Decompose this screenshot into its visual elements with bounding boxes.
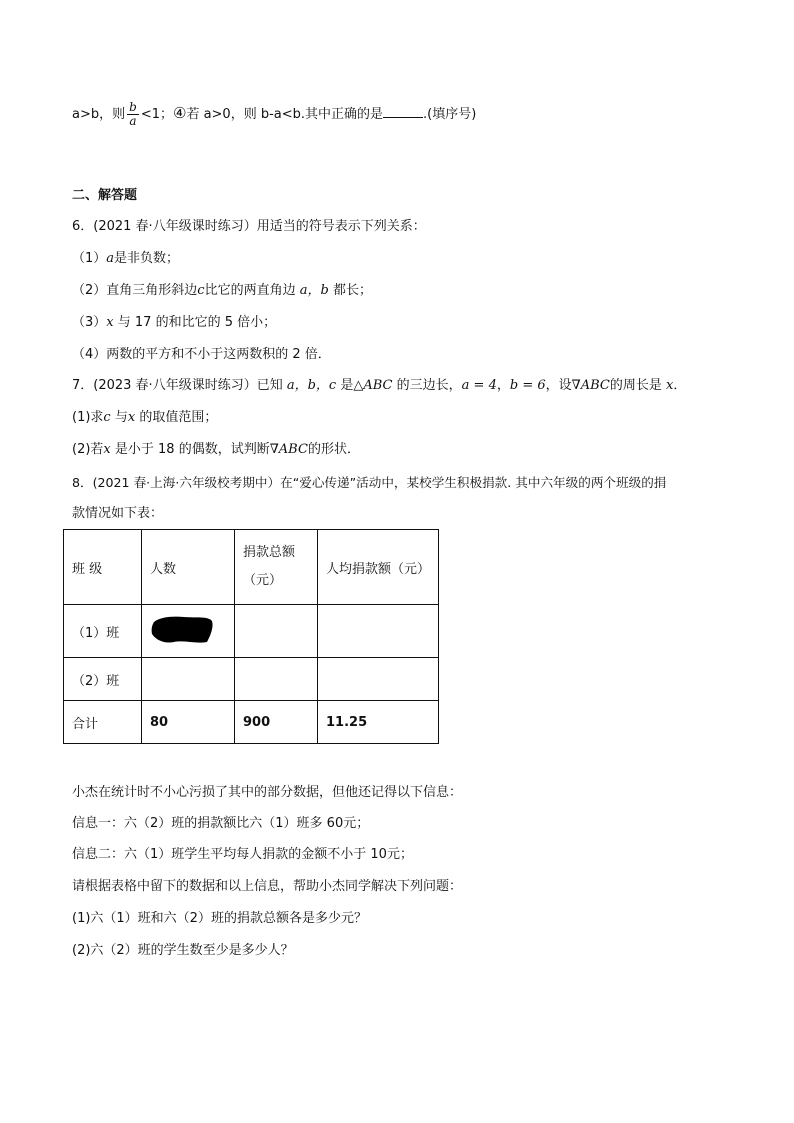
var-x-sub1: x [127, 410, 136, 425]
q7-sub-1 [72, 409, 217, 427]
q6-stem: 6．(2021 春·八年级课时练习）用适当的符号表示下列关系： [72, 219, 426, 234]
header-class: 班 级 [64, 530, 142, 605]
triangle-abc-3: ∇ABC [269, 442, 308, 457]
var-x: x [106, 315, 114, 330]
q6-item-2-text-a: （2）直角三角形斜边 [72, 283, 198, 298]
row-1-count [142, 605, 235, 658]
donation-table [63, 529, 439, 744]
row-2-total [235, 658, 318, 701]
q8-sub-2: (2)六（2）班的学生数至少是多少人？ [72, 943, 294, 958]
q7-sub-2-a: (2)若 [72, 442, 104, 457]
row-2-class: （2）班 [64, 658, 142, 701]
q6-item-3 [72, 314, 276, 332]
q8-stem-line-1: 8．(2021 春·上海·六年级校考期中）在“爱心传递”活动中，某校学生积极捐款. 其中六年级的两个班级的捐 [72, 475, 667, 490]
q8-info-1: 信息一：六（2）班的捐款额比六（1）班多 60元； [72, 816, 370, 831]
q5-text-3: 若 a>0，则 b-a<b.其中正确的是 [186, 107, 384, 122]
q7-text-4: ，设 [545, 378, 572, 393]
q5-text-2: <1； [140, 107, 173, 122]
q7-text-3: 的三边长， [396, 378, 462, 393]
equation-b: b = 6 [509, 378, 546, 393]
q7-sub-1-d: 的取值范围； [139, 410, 218, 425]
var-x-sub2: x [103, 442, 111, 457]
triangle-abc: △ABC [353, 378, 393, 393]
answer-blank [383, 105, 423, 118]
table-row [64, 701, 439, 744]
q7-text-6: ． [673, 378, 687, 393]
q8-intro: 小杰在统计时不小心污损了其中的部分数据，但他还记得以下信息： [72, 785, 463, 800]
circled-number-4: ④ [172, 104, 187, 122]
q8-stem-line-2: 款情况如下表： [72, 506, 164, 521]
q6-item-1 [72, 250, 179, 268]
var-a: a [106, 251, 115, 266]
vars-a-b-c: a，b，c [286, 378, 337, 393]
triangle-abc-2: ∇ABC [571, 378, 610, 393]
q8-request: 请根据表格中留下的数据和以上信息，帮助小杰同学解决下列问题： [72, 879, 463, 894]
q6-item-4: （4）两数的平方和不小于这两数积的 2 倍． [72, 347, 331, 362]
q6-item-2-text-b: 比它的两直角边 [204, 283, 296, 298]
row-total-avg: 11.25 [318, 701, 439, 744]
vars-a-b: a，b [299, 283, 329, 298]
table-header-row [64, 530, 439, 605]
q5-condition-line [72, 101, 476, 128]
fraction-numerator: b [129, 100, 137, 114]
q6-item-3-text: 与 17 的和比它的 5 倍小； [117, 315, 277, 330]
q7-stem [72, 377, 686, 395]
header-avg: 人均捐款额（元） [318, 530, 439, 605]
row-total-count: 80 [142, 701, 235, 744]
q7-text-5: 的周长是 [609, 378, 662, 393]
table-row [64, 658, 439, 701]
var-c: c [197, 283, 205, 298]
row-1-total [235, 605, 318, 658]
q7-text-2: 是 [340, 378, 354, 393]
q7-separator: ， [496, 378, 510, 393]
q8-info-2: 信息二：六（1）班学生平均每人捐款的金额不小于 10元； [72, 847, 413, 862]
table-row [64, 605, 439, 658]
q7-sub-2-c: 的形状． [307, 442, 360, 457]
q7-sub-2 [72, 441, 360, 459]
header-count: 人数 [142, 530, 235, 605]
q6-item-2 [72, 282, 372, 300]
q7-sub-1-a: (1)求 [72, 410, 104, 425]
row-2-avg [318, 658, 439, 701]
q6-item-2-text-d: 都长； [332, 283, 372, 298]
q7-sub-1-b: 与 [114, 410, 128, 425]
header-total-line-2: （元） [243, 573, 283, 588]
section-title: 二、解答题 [72, 188, 138, 203]
row-total-class: 合计 [64, 701, 142, 744]
equation-a: a = 4 [461, 378, 497, 393]
q7-text-1: 7．(2023 春·八年级课时练习）已知 [72, 378, 283, 393]
q6-item-3-prefix: （3） [72, 315, 107, 330]
q8-sub-1: (1)六（1）班和六（2）班的捐款总额各是多少元？ [72, 911, 367, 926]
row-total-total: 900 [235, 701, 318, 744]
header-total-line-1: 捐款总额 [243, 545, 296, 560]
q5-text-4: .(填序号) [423, 107, 477, 122]
q7-sub-2-b: 是小于 18 的偶数，试判断 [114, 442, 270, 457]
fraction-denominator: a [129, 114, 137, 128]
var-x-perimeter: x [666, 378, 674, 393]
fraction-b-over-a [127, 101, 139, 128]
row-2-count [142, 658, 235, 701]
q6-item-1-prefix: （1） [72, 251, 107, 266]
var-c-sub1: c [103, 410, 111, 425]
row-1-avg [318, 605, 439, 658]
row-1-class: （1）班 [64, 605, 142, 658]
ink-smudge-icon [150, 614, 214, 644]
q6-item-1-text: 是非负数； [114, 251, 180, 266]
q5-text-1: a>b，则 [72, 107, 126, 122]
header-total [235, 530, 318, 605]
